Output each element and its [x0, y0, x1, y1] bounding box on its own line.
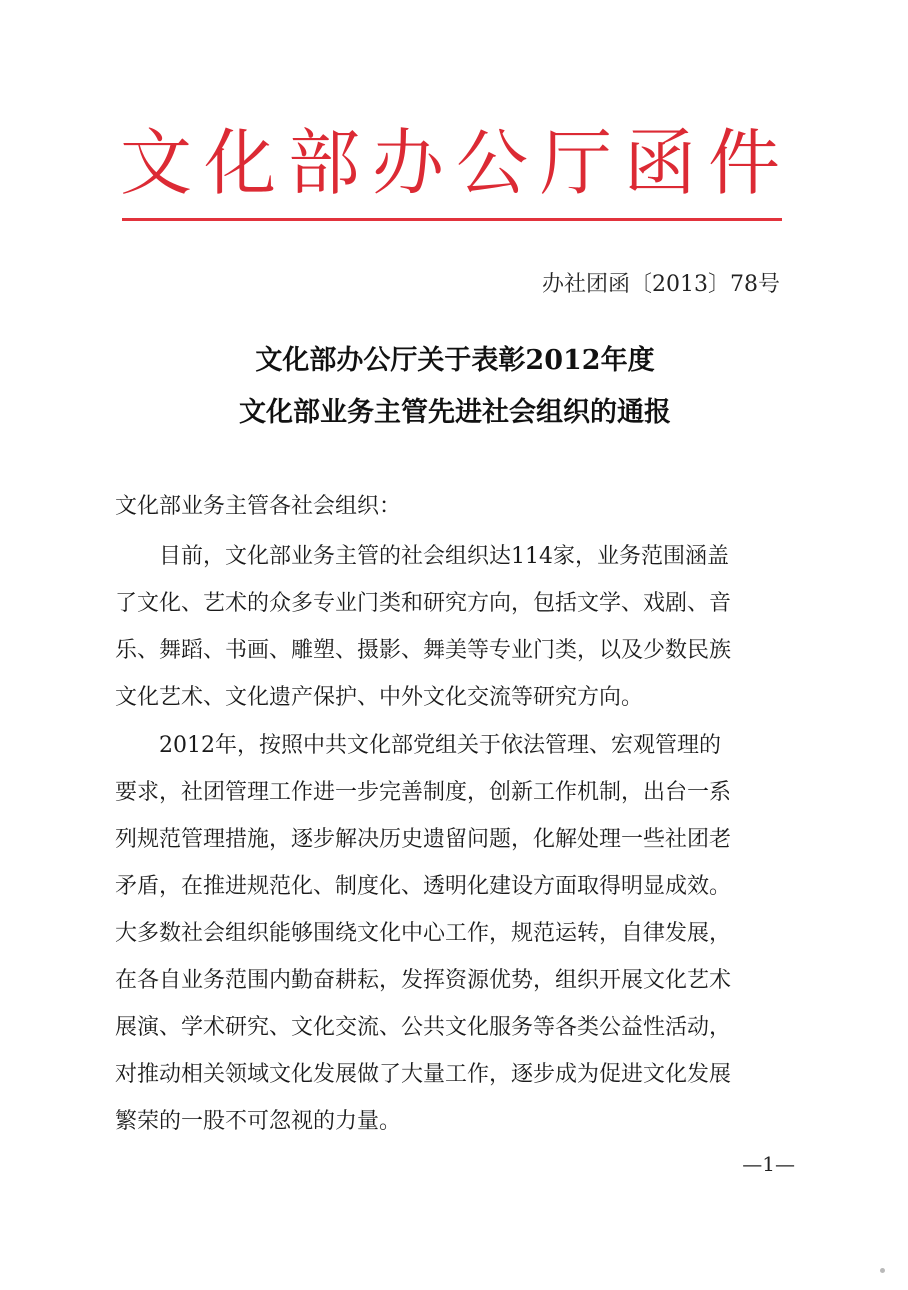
paragraph-line: 展演、学术研究、文化交流、公共文化服务等各类公益性活动， [115, 1015, 732, 1040]
letterhead-red-rule [122, 218, 782, 221]
paragraph-line: 2012年，按照中共文化部党组关于依法管理、宏观管理的 [115, 733, 721, 758]
paragraph-line: 文化艺术、文化遗产保护、中外文化交流等研究方向。 [115, 685, 644, 710]
paragraph-line: 繁荣的一股不可忽视的力量。 [115, 1109, 402, 1134]
paragraph-line: 列规范管理措施，逐步解决历史遗留问题，化解处理一些社团老 [115, 827, 732, 852]
letterhead-title: 文化部办公厅函件 [120, 121, 793, 205]
paragraph-line: 了文化、艺术的众多专业门类和研究方向，包括文学、戏剧、音 [115, 591, 732, 616]
notice-title-line-1: 文化部办公厅关于表彰2012年度 [255, 345, 655, 376]
scan-speck [880, 1268, 885, 1273]
body-paragraph-2 [115, 722, 805, 1145]
paragraph-line: 对推动相关领域文化发展做了大量工作，逐步成为促进文化发展 [115, 1062, 732, 1087]
document-number: 办社团函〔2013〕78号 [542, 272, 780, 297]
paragraph-line: 在各自业务范围内勤奋耕耘，发挥资源优势，组织开展文化艺术 [115, 968, 732, 993]
salutation: 文化部业务主管各社会组织： [115, 494, 402, 519]
paragraph-line: 乐、舞蹈、书画、雕塑、摄影、舞美等专业门类，以及少数民族 [115, 638, 732, 663]
paragraph-line: 目前，文化部业务主管的社会组织达114家，业务范围涵盖 [115, 544, 729, 569]
notice-title-line-2: 文化部业务主管先进社会组织的通报 [239, 397, 671, 428]
paragraph-line: 要求，社团管理工作进一步完善制度，创新工作机制，出台一系 [115, 780, 732, 805]
paragraph-line: 矛盾，在推进规范化、制度化、透明化建设方面取得明显成效。 [115, 874, 732, 899]
paragraph-line: 大多数社会组织能够围绕文化中心工作，规范运转，自律发展， [115, 921, 732, 946]
page-number: —1— [742, 1152, 795, 1176]
body-paragraph-1 [115, 533, 805, 721]
